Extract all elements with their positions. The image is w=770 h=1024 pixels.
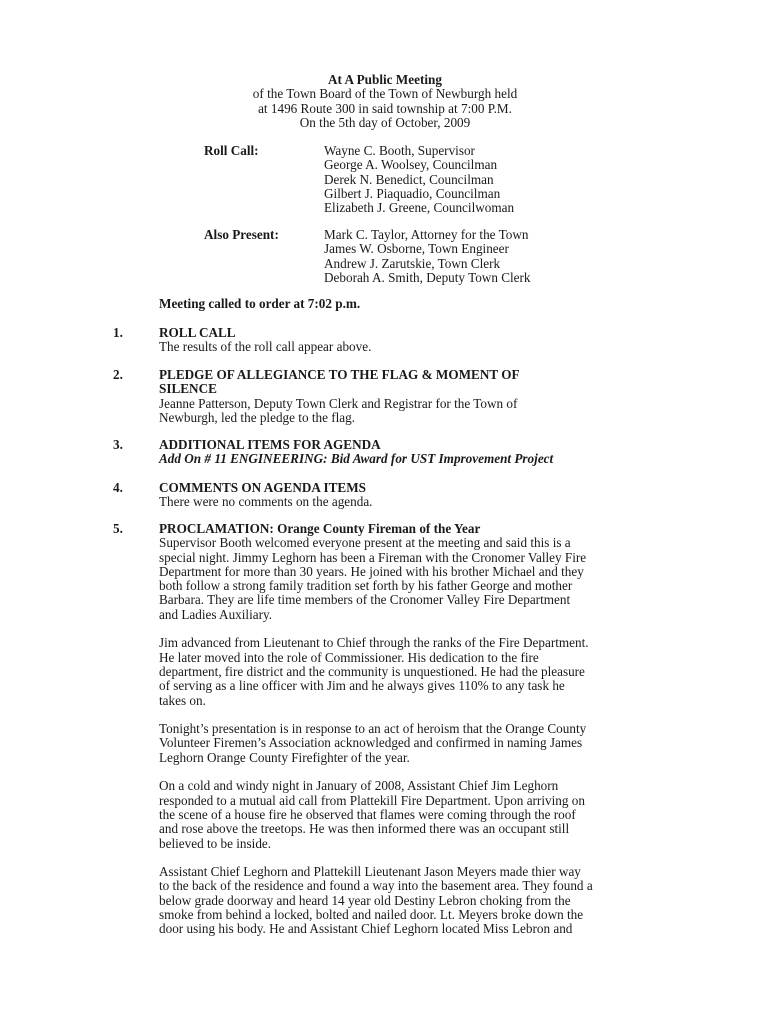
called-to-order: Meeting called to order at 7:02 p.m. — [159, 296, 361, 311]
paragraph-line: Leghorn Orange County Firefighter of the year. — [159, 749, 410, 765]
item-number: 2. — [113, 367, 123, 382]
item-body — [159, 522, 659, 937]
paragraph-line: Barbara. They are life time members of the Cronomer Valley Fire Department — [159, 592, 571, 608]
item-body — [159, 481, 659, 510]
attendee-name: Derek N. Benedict, Councilman — [324, 171, 494, 187]
paragraph-line: Tonight’s presentation is in response to an act of heroism that the Orange County — [159, 721, 587, 737]
attendee-name: Wayne C. Booth, Supervisor — [324, 143, 475, 158]
paragraph-line: Supervisor Booth welcomed everyone present at the meeting and said this is a — [159, 535, 571, 551]
paragraph-line: to the back of the residence and found a way into the basement area. They found a — [159, 878, 593, 894]
item-heading: ADDITIONAL ITEMS FOR AGENDA — [159, 437, 381, 452]
paragraph-line: Assistant Chief Leghorn and Plattekill Lieutenant Jason Meyers made thier way — [159, 864, 581, 880]
item-number: 3. — [113, 437, 123, 452]
attendee-name: Gilbert J. Piaquadio, Councilman — [324, 185, 501, 201]
attendee-name: Andrew J. Zarutskie, Town Clerk — [324, 255, 501, 271]
item-body — [159, 326, 659, 355]
item-number: 1. — [113, 325, 123, 340]
header-line: of the Town Board of the Town of Newburgh held — [252, 86, 518, 102]
paragraph-line: Jim advanced from Lieutenant to Chief through the ranks of the Fire Department. — [159, 635, 589, 651]
paragraph — [159, 722, 659, 765]
paragraph-line: Volunteer Firemen’s Association acknowledged and confirmed in naming James — [159, 735, 583, 751]
attendee-name: Deborah A. Smith, Deputy Town Clerk — [324, 269, 531, 285]
paragraph-line: below grade doorway and heard 14 year old Destiny Lebron choking from the — [159, 892, 571, 908]
paragraph-line: department, fire district and the community is unquestioned. He had the pleasure — [159, 663, 585, 679]
paragraph-line: On a cold and windy night in January of 2008, Assistant Chief Jim Leghorn — [159, 778, 559, 794]
item-number: 5. — [113, 521, 123, 536]
item-text: Jeanne Patterson, Deputy Town Clerk and Registrar for the Town of — [159, 395, 518, 411]
meeting-header — [0, 73, 770, 130]
item-body — [159, 438, 659, 467]
also-present-label: Also Present: — [204, 227, 279, 242]
paragraph — [159, 865, 659, 936]
attendee-name: Mark C. Taylor, Attorney for the Town — [324, 227, 529, 242]
item-text: There were no comments on the agenda. — [159, 494, 373, 510]
header-title: At A Public Meeting — [328, 72, 442, 87]
also-present-names — [324, 228, 531, 285]
paragraph-line: believed to be inside. — [159, 835, 272, 851]
attendee-name: Elizabeth J. Greene, Councilwoman — [324, 200, 515, 216]
paragraph-line: takes on. — [159, 692, 206, 708]
paragraph-line: and Ladies Auxiliary. — [159, 606, 273, 622]
paragraph-line: the scene of a house fire he observed that flames were coming through the roof — [159, 806, 576, 822]
roll-call-label: Roll Call: — [204, 143, 259, 158]
item-heading: PLEDGE OF ALLEGIANCE TO THE FLAG & MOMENT OF — [159, 367, 520, 382]
item-text: Newburgh, led the pledge to the flag. — [159, 409, 356, 425]
paragraph-line: He later moved into the role of Commissioner. His dedication to the fire — [159, 649, 539, 665]
paragraph-line: responded to a mutual aid call from Plattekill Fire Department. Upon arriving on — [159, 792, 585, 808]
header-line: On the 5th day of October, 2009 — [299, 114, 471, 130]
paragraph — [159, 536, 659, 622]
header-line: at 1496 Route 300 in said township at 7:00 P.M. — [258, 100, 512, 116]
item-heading: ROLL CALL — [159, 325, 236, 340]
roll-call-names — [324, 144, 514, 215]
attendee-name: George A. Woolsey, Councilman — [324, 157, 498, 173]
item-heading: SILENCE — [159, 381, 217, 397]
item-text: The results of the roll call appear above. — [159, 339, 372, 355]
item-body — [159, 368, 659, 425]
attendee-name: James W. Osborne, Town Engineer — [324, 241, 509, 257]
item-number: 4. — [113, 480, 123, 495]
paragraph-line: both follow a strong family tradition set forth by his father George and mother — [159, 578, 573, 594]
item-heading: COMMENTS ON AGENDA ITEMS — [159, 480, 366, 495]
paragraph — [159, 779, 659, 850]
item-subheading: Add On # 11 ENGINEERING: Bid Award for UST Improvement Project — [159, 451, 554, 467]
paragraph-line: special night. Jimmy Leghorn has been a Fireman with the Cronomer Valley Fire — [159, 549, 587, 565]
paragraph-line: Department for more than 30 years. He joined with his brother Michael and they — [159, 563, 584, 579]
paragraph-line: door using his body. He and Assistant Chief Leghorn located Miss Lebron and — [159, 921, 573, 937]
item-heading: PROCLAMATION: Orange County Fireman of the Year — [159, 521, 481, 536]
paragraph-line: smoke from behind a locked, bolted and nailed door. Lt. Meyers broke down the — [159, 907, 584, 923]
paragraph-line: of serving as a line officer with Jim and he always gives 110% to any task he — [159, 678, 565, 694]
paragraph-line: and rose above the treetops. He was then informed there was an occupant still — [159, 821, 570, 837]
paragraph — [159, 636, 659, 707]
